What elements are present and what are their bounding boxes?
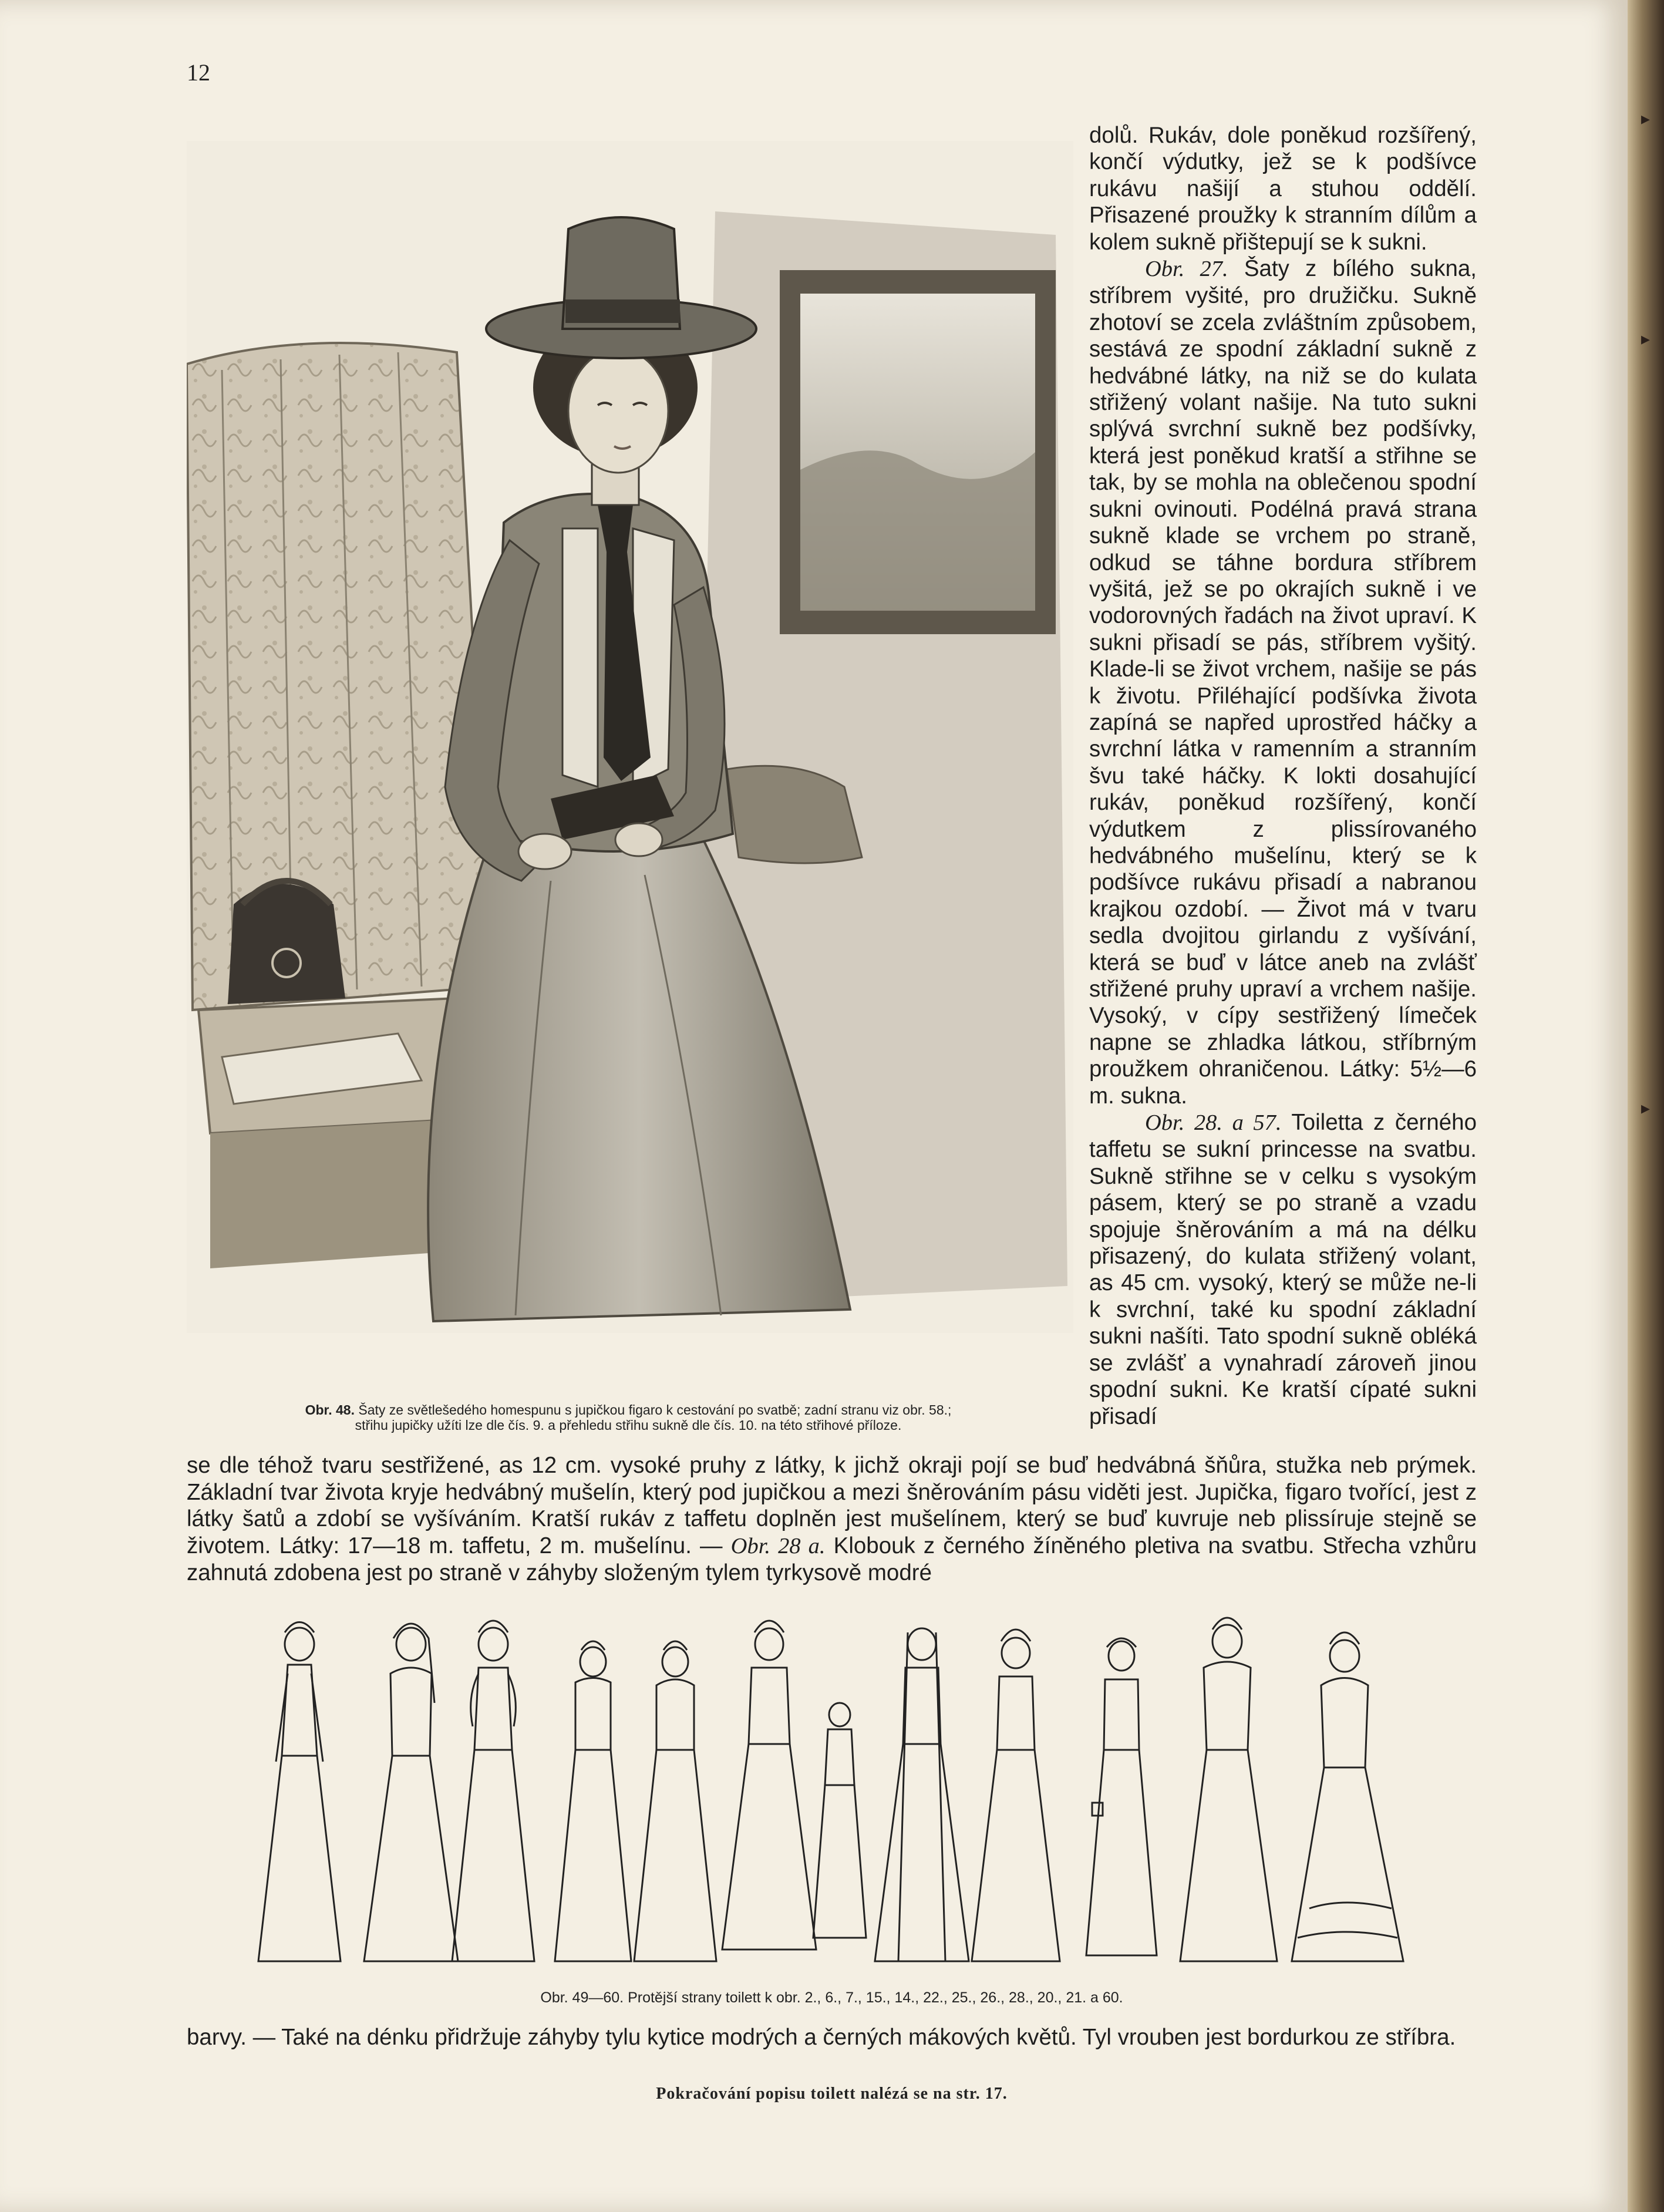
paragraph-obr-28 [1089,1109,1477,1430]
paragraph-text: Šaty z bílého sukna, stříbrem vyšité, pro družičku. Sukně zhotoví se zcela zvláštním způsobem, sestává ze spodní základní sukně z hedvábné látky, na niž se do kulata střižený volant našije. Na tuto sukni splývá svrchní sukně bez podšívky, která jest poněkud kratší a střihne se tak, by se mohla na oblečenou spodní sukni ovinouti. Podélná pravá strana sukně klade se vrchem po straně, odkud se táhne bordura stříbrem vyšitá, jež se po okrajích sukně i ve vodorovných řadách na život upraví. K sukni přisadí se pás, stříbrem vyšitý. Klade-li se život vrchem, našije se pás k životu. Přiléhající podšívka života zapíná se napřed uprostřed háčky a svrchní látka v ramenním a stranním švu také háčky. K lokti dosahující rukáv, poněkud rozšířený, končí výdutkem z plissírovaného hedvábného mušelínu, který se k podšívce rukávu přisadí a nabranou krajkou ozdobí. — Život má v tvaru sedla dvojitou girlandu z vyšívání, která se buď v látce aneb na zvlášť střižené pruhy upraví a vrchem našije. Vysoký, v cípy sestřižený límeček napne se zhladka látkou, stříbrným proužkem ohraničenou. Látky: 5½—6 m. sukna. [1089,256,1477,1109]
paragraph-text: Toiletta z černého taffetu se sukní princesse na svatbu. Sukně střihne se v celku s vysokým pásem, který se po straně a vzadu spojuje šněrováním a má na délku přisazený, do kulata střižený volant, as 45 cm. vysoký, který se může ne-li k svrchní, také ku spodní základní sukni našíti. Tato spodní sukně obléká se zvlášť a vynahradí zároveň jinou spodní sukni. Ke kratší cípaté sukni přisadí [1089,1110,1477,1429]
figure-48-caption-line2: střihu jupičky užíti lze dle čís. 9. a přehledu střihu sukně dle čís. 10. na této střihové příloze. [355,1418,902,1433]
right-text-column [1089,122,1477,1430]
paragraph-obr-27 [1089,255,1477,1109]
dress-figure [258,1622,341,1962]
twelve-dress-line-drawings [241,1609,1450,1973]
full-width-text [187,1452,1477,1587]
dress-figure [555,1641,631,1961]
dress-figure [813,1703,866,1938]
figure-48-label: Obr. 48. [305,1402,355,1418]
dress-figure [1086,1638,1157,1955]
dress-figure [722,1621,816,1950]
dress-figure [634,1641,716,1961]
paragraph-text: Klobouk z černého žíněného pletiva na svatbu. Střecha vzhůru zahnutá zdobena jest po straně v záhyby složeným tylem tyrkysově modré [187,1533,1477,1586]
dress-figure [364,1624,458,1961]
edge-marker: ▸ [1641,1098,1650,1119]
dress-figure [972,1629,1060,1961]
figure-48-caption [182,1402,1074,1433]
figure-reference: Obr. 27. [1145,257,1228,282]
continuation-note: Pokračování popisu toilett nalézá se na str. 17. [656,2085,1008,2103]
edge-marker: ▸ [1641,109,1650,129]
paragraph: dolů. Rukáv, dole poněkud rozšířený, končí výdutky, jež se k podšívce rukávu našijí a stuhou oddělí. Přisazené proužky k stranním dílům a kolem sukně přištepují se k sukni. [1089,123,1477,255]
dress-figure [1180,1618,1277,1961]
figure-reference: Obr. 28. a 57. [1145,1110,1282,1136]
page-number: 12 [187,59,210,86]
bottom-text [187,2024,1477,2051]
figure-48-caption-line1: Šaty ze světlešedého homespunu s jupičkou figaro k cestování po svatbě; zadní stranu viz obr. 58.; [358,1402,952,1418]
figures-49-60-caption: Obr. 49—60. Protější strany toilett k obr. 2., 6., 7., 15., 14., 22., 25., 26., 28., 20., 21. a 60. [540,1989,1123,2006]
dress-figure [452,1621,534,1961]
dress-figure [1292,1632,1403,1961]
woman-in-train-compartment-engraving [187,141,1073,1333]
paragraph-text: se dle téhož tvaru sestřižené, as 12 cm. vysoké pruhy z látky, k jichž okraji pojí se buď hedvábná šňůra, stužka neb prýmek. Základní tvar života kryje hedvábný mušelín, který pod jupičkou a mezi šněrováním pásu viděti jest. Jupička, figaro tvořící, jest z látky šatů a zdobí se vyšíváním. Kratší rukáv z taffetu doplněn jest mušelínem, který se buď kuvruje neb plissíruje stejně se životem. Látky: 17—18 m. taffetu, 2 m. mušelínu. — [187,1453,1477,1558]
paragraph [187,1452,1477,1587]
edge-marker: ▸ [1641,329,1650,349]
figure-reference: Obr. 28 a. [730,1533,826,1558]
paragraph: barvy. — Také na dénku přidržuje záhyby tylu kytice modrých a černých mákových květů. Tyl vrouben jest bordurkou ze stříbra. [187,2025,1456,2050]
dress-figure [875,1628,969,1961]
